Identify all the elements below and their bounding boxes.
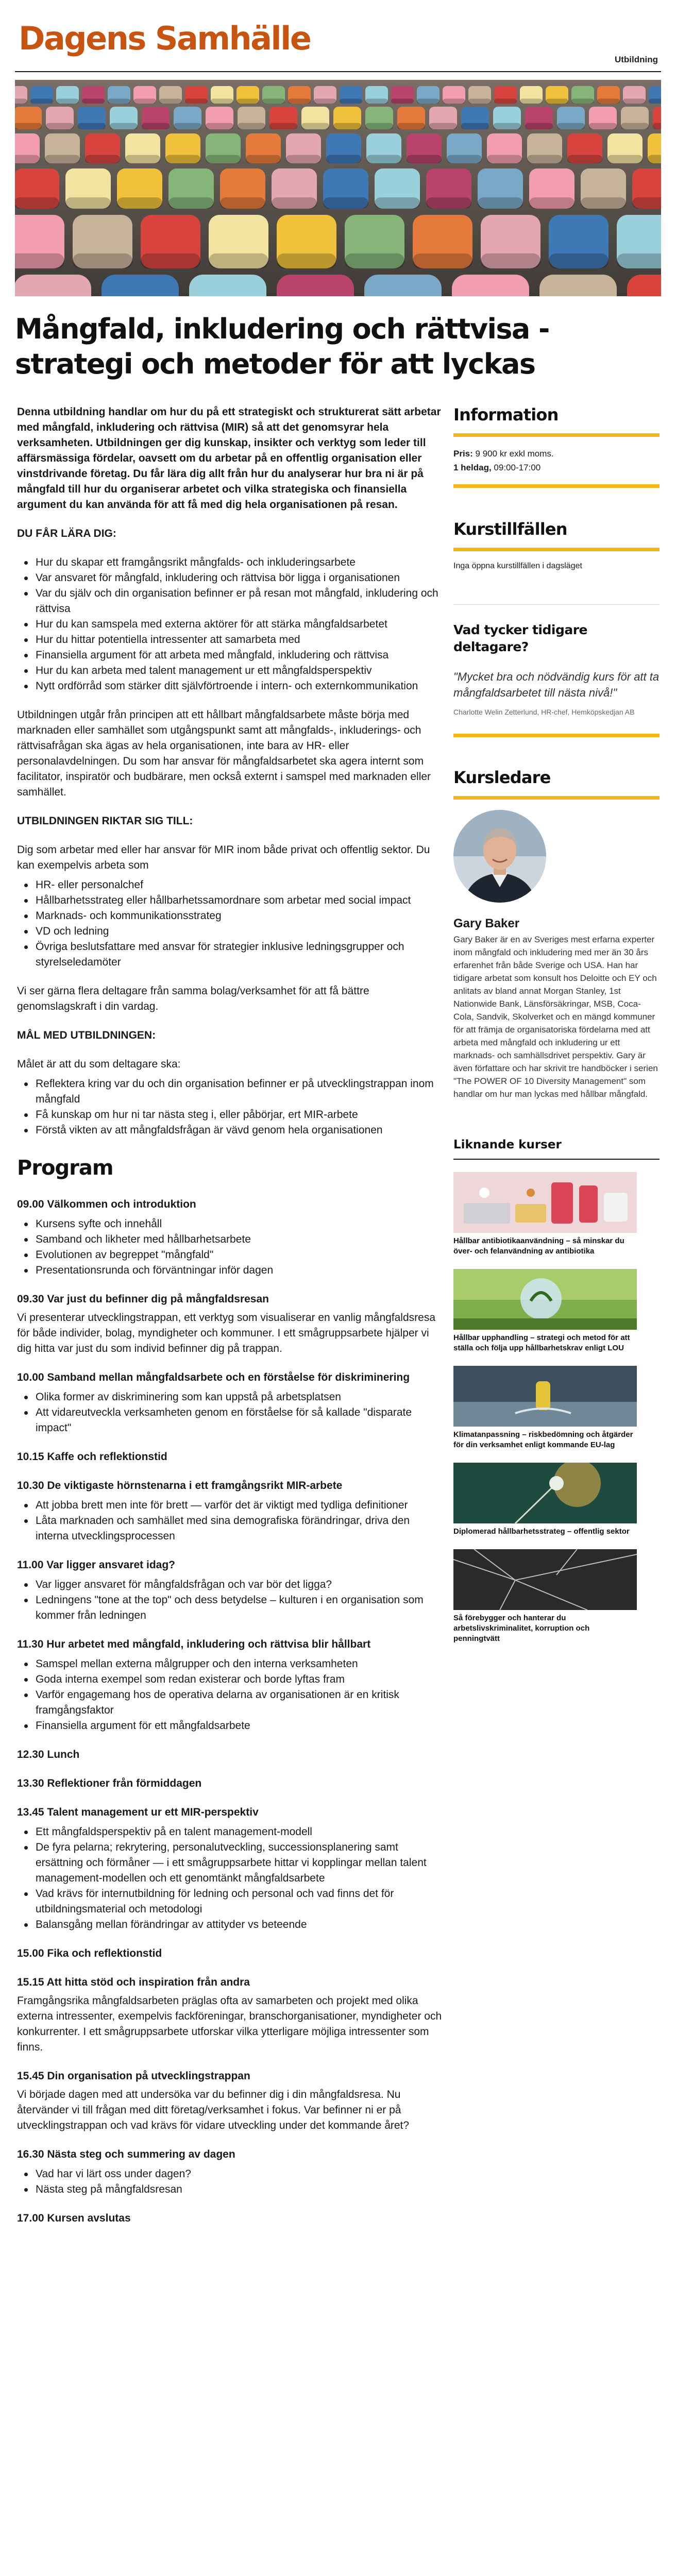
program-time: 13.30 Reflektioner från förmiddagen <box>17 1777 202 1789</box>
program-time: 11.00 Var ligger ansvaret idag? <box>17 1559 175 1571</box>
seat-shadow <box>597 98 620 104</box>
seat-shape <box>539 275 617 296</box>
list-item: Presentationsrunda och förväntningar inför dagen <box>17 1263 445 1278</box>
seat-shadow <box>617 253 661 268</box>
seat-shadow <box>417 98 440 104</box>
cracked-glass-icon <box>453 1549 637 1610</box>
program-time: 13.45 Talent management ur ett MIR-perspektiv <box>17 1806 259 1818</box>
seat-shadow <box>15 253 64 268</box>
list-item: Samband och likheter med hållbarhetsarbete <box>17 1232 445 1247</box>
divider <box>453 484 660 488</box>
seat-shadow <box>621 123 649 129</box>
globe-plant-icon <box>453 1269 637 1330</box>
course-title: Mångfald, inkludering och rättvisa - strategi och metoder för att lyckas <box>15 313 549 380</box>
leader-name: Gary Baker <box>453 917 520 930</box>
seat-shadow <box>206 123 233 129</box>
seat-shadow <box>78 123 106 129</box>
seat-shadow <box>220 197 265 209</box>
list-item: Goda interna exempel som redan existerar och borde lyftas fram <box>17 1672 445 1687</box>
seat-shadow <box>648 155 661 163</box>
learn-heading: DU FÅR LÄRA DIG: <box>17 528 116 539</box>
seat-shape <box>364 275 442 296</box>
seat-shadow <box>571 98 594 104</box>
learn-list <box>17 555 445 694</box>
body-paragraph: Utbildningen utgår från principen att ett hållbart mångfaldsarbete måste börja med marknaden eller samhället som utgångspunkt samt att mångfalds-, inkluderings- och rättvisafrågan ska ägas av hela organisationen, inte bara av HR- eller personalavdelningen. Du som har ansvar för mångfaldsarbetet ska agera internt som facilitator, inspiratör och budbärare, men också externt i samspel med marknaden eller samhället. <box>17 709 431 798</box>
similar-heading: Liknande kurser <box>453 1139 660 1160</box>
hero-image <box>15 80 661 296</box>
dandelion-icon <box>453 1463 637 1523</box>
seat-shadow <box>277 253 336 268</box>
program-time: 17.00 Kursen avslutas <box>17 2212 131 2224</box>
course-image <box>453 1269 637 1330</box>
program-bullets <box>17 1577 445 1623</box>
auditorium-seats-image <box>15 80 661 296</box>
seat-shadow <box>125 155 160 163</box>
program-text: Framgångsrika mångfaldsarbeten präglas ofta av samarbeten och projekt med olika externa intressenter, exempelvis fackföreningar, branschorganisationer, myndigheter och konkurrenter. I ett smågruppsarbete utforskar vilka ytterligare möjliga intressenter som finns. <box>17 1995 442 2053</box>
seat-shadow <box>133 98 156 104</box>
list-item: Marknads- och kommunikationsstrateg <box>17 908 445 924</box>
seat-shadow <box>30 98 53 104</box>
seat-shadow <box>238 123 265 129</box>
list-item: Ledningens "tone at the top" och dess betydelse – kulturen i en organisation som kommer från ledningen <box>17 1592 445 1623</box>
seat-shadow <box>333 123 361 129</box>
program-time: 15.45 Din organisation på utvecklingstrappan <box>17 2070 250 2082</box>
dates-empty: Inga öppna kurstillfällen i dagsläget <box>453 562 582 570</box>
program-text: Vi började dagen med att undersöka var du befinner dig i din mångfaldsresa. Nu återvänder vi till frågan med ditt företag/verksamhet i fokus. Var befinner ni er på utvecklingstrappan och vad krävs för vidare utveckling under det kommande året? <box>17 2089 410 2131</box>
similar-course-title: Hållbar antibiotikaanvändning – så minskar du över- och felanvändning av antibiotika <box>453 1236 624 1256</box>
program-time: 09.30 Var just du befinner dig på mångfaldsresan <box>17 1293 269 1305</box>
seat-shadow <box>366 155 401 163</box>
seat-shadow <box>15 98 27 104</box>
list-item: Förstå vikten av att mångfaldsfrågan är vävd genom hela organisationen <box>17 1123 445 1138</box>
list-item: Nästa steg på mångfaldsresan <box>17 2182 445 2197</box>
list-item: Var ligger ansvaret för mångfaldsfrågan och var bör det ligga? <box>17 1577 445 1592</box>
pills-icon <box>453 1172 637 1233</box>
duration-value: 09:00-17:00 <box>494 463 541 472</box>
flood-icon <box>453 1366 637 1427</box>
seat-shadow <box>529 197 574 209</box>
list-item: VD och ledning <box>17 924 445 939</box>
program-item <box>17 1449 445 1465</box>
brand-sub: Utbildning <box>614 55 658 64</box>
program-item <box>17 1946 445 1961</box>
list-item: Var du själv och din organisation befinner er på resan mot mångfald, inkludering och rättvisa <box>17 586 445 617</box>
target-section <box>17 814 445 970</box>
seat-shadow <box>142 123 170 129</box>
seat-shadow <box>323 197 368 209</box>
seat-shadow <box>15 155 40 163</box>
goal-list <box>17 1076 445 1138</box>
list-item: Evolutionen av begreppet "mångfald" <box>17 1247 445 1263</box>
seat-shape <box>627 275 661 296</box>
goal-lead: Målet är att du som deltagare ska: <box>17 1058 181 1070</box>
list-item: Balansgång mellan förändringar av attityder vs beteende <box>17 1917 445 1933</box>
list-item: Att vidareutveckla verksamheten genom en förståelse för så kallade "disparate impact" <box>17 1405 445 1436</box>
course-image <box>453 1463 637 1523</box>
list-item: HR- eller personalchef <box>17 877 445 893</box>
avatar <box>453 810 546 903</box>
program-time: 16.30 Nästa steg och summering av dagen <box>17 2148 235 2160</box>
testimonial-quote: "Mycket bra och nödvändig kurs för att ta mångfaldsarbetet till nästa nivå!" <box>453 670 660 699</box>
seat-shadow <box>653 123 661 129</box>
program-item <box>17 2211 445 2226</box>
list-item: Få kunskap om hur ni tar nästa steg i, eller påbörjar, ert MIR-arbete <box>17 1107 445 1123</box>
leader-bio: Gary Baker är en av Sveriges mest erfarna experter inom mångfald och inkludering med mer än 30 års erfarenhet från både Sverige och USA. Han har tidigare arbetat som konsult hos Deloitte och EY och anlitats av bland annat Morgan Stanley, 1st Nationwide Bank, Länsförsäkringar, MSB, Coca-Cola, Sandvik, Skolverket och en mängd kommuner för att främja de organisatoriska fördelarna med att arbeta med mångfald och inkludering ur ett marknads- och samhällsdrivet perspektiv. Gary är även författare och har skrivit tre handböcker i serien "The POWER OF 10 Diversity Management" som handlar om hur man lyckas med hållbar mångfald. <box>453 935 658 1099</box>
similar-course-title: Klimatanpassning – riskbedömning och åtgärder för din verksamhet enligt kommande EU-lag <box>453 1430 633 1449</box>
seat-shadow <box>549 253 609 268</box>
site-logo[interactable] <box>19 20 311 58</box>
seat-shadow <box>269 123 297 129</box>
seat-shadow <box>286 155 321 163</box>
seat-shadow <box>15 123 42 129</box>
seat-shadow <box>236 98 259 104</box>
list-item: Att jobba brett men inte för brett — varför det är viktigt med tydliga definitioner <box>17 1498 445 1513</box>
seat-shadow <box>478 197 523 209</box>
list-item: Hur du hittar potentiella intressenter att samarbeta med <box>17 632 445 648</box>
seat-shadow <box>288 98 311 104</box>
seat-shadow <box>211 98 233 104</box>
program-item <box>17 1197 445 1278</box>
feedback-heading: Vad tycker tidigare deltagare? <box>453 622 587 654</box>
seat-shadow <box>168 197 214 209</box>
program-item <box>17 1805 445 1933</box>
price-row <box>453 447 660 460</box>
list-item: Finansiella argument för att arbeta med mångfald, inkludering och rättvisa <box>17 648 445 663</box>
list-item: Kursens syfte och innehåll <box>17 1216 445 1232</box>
seat-shadow <box>397 123 425 129</box>
price-value: 9 900 kr exkl moms. <box>475 449 554 459</box>
info-heading: Information <box>453 404 660 437</box>
seat-shadow <box>110 123 138 129</box>
target-list <box>17 877 445 970</box>
list-item: Låta marknaden och samhället med sina demografiska förändringar, driva den interna utvecklingsprocessen <box>17 1513 445 1544</box>
list-item: Hur du skapar ett framgångsrikt mångfalds- och inkluderingsarbete <box>17 555 445 570</box>
seat-shadow <box>45 155 80 163</box>
list-item: De fyra pelarna; rekrytering, personalutveckling, successionsplanering samt ersättning och förmåner — i ett smågruppsarbete hittar vi kopplingar mellan talent management-modellen och ett genomtänkt mångfaldsarbete <box>17 1840 445 1886</box>
similar-course-card[interactable] <box>453 1549 637 1644</box>
seat-shadow <box>443 98 465 104</box>
duration-row <box>453 461 660 474</box>
list-item: Övriga beslutsfattare med ansvar för strategier inklusive ledningsgrupper och styrelseledamöter <box>17 939 445 970</box>
seat-shadow <box>487 155 522 163</box>
program-time: 10.00 Samband mellan mångfaldsarbete och en förståelse för diskriminering <box>17 1371 410 1383</box>
course-image <box>453 1549 637 1610</box>
seat-shape <box>277 275 354 296</box>
program-time: 15.15 Att hitta stöd och inspiration från andra <box>17 1976 250 1988</box>
site-header <box>15 14 661 72</box>
seat-shadow <box>468 98 491 104</box>
similar-course-title: Så förebygger och hanterar du arbetslivskriminalitet, korruption och penningtvätt <box>453 1614 590 1643</box>
goal-heading: MÅL MED UTBILDNINGEN: <box>17 1029 156 1041</box>
seat-shadow <box>141 253 200 268</box>
seat-shadow <box>391 98 414 104</box>
intro-text: Denna utbildning handlar om hur du på ett strategiskt och strukturerat sätt arbetar med mångfald, inkludering och rättvisa (MIR) så att det genomsyrar hela verksamheten. Utbildningen ger dig kunskap, insikter och verktyg som leder till affärsmässiga fördelar, oavsett om du arbetar på en offentlig organisation eller vinstdrivande företag. Du får lära dig allt från hur du analyserar hur bra ni är på mångfald till hur du organiserar arbetet och vilka strategiska och finansiella argument du kan använda för att få med dig hela organisationen på resan. <box>17 406 441 511</box>
seat-shadow <box>340 98 362 104</box>
program-bullets <box>17 1216 445 1278</box>
leader-heading: Kursledare <box>453 767 660 800</box>
divider <box>453 734 660 737</box>
seat-shadow <box>85 155 120 163</box>
body-paragraph: Vi ser gärna flera deltagare från samma bolag/verksamhet för att få bättre genomslagskraft i din vardag. <box>17 985 369 1012</box>
list-item: Olika former av diskriminering som kan uppstå på arbetsplatsen <box>17 1389 445 1405</box>
seat-shadow <box>649 98 661 104</box>
list-item: Hur du kan arbeta med talent management ur ett mångfaldsperspektiv <box>17 663 445 679</box>
dates-heading: Kurstillfällen <box>453 519 660 551</box>
seat-shadow <box>165 155 200 163</box>
seat-shadow <box>546 98 568 104</box>
similar-course-title: Diplomerad hållbarhetsstrateg – offentlig sektor <box>453 1527 630 1536</box>
sidebar <box>453 404 660 1644</box>
program-bullets <box>17 1824 445 1933</box>
seat-shadow <box>314 98 336 104</box>
program-bullets <box>17 1389 445 1436</box>
person-photo-icon <box>453 810 546 903</box>
seat-shadow <box>15 197 59 209</box>
seat-shadow <box>407 155 442 163</box>
seat-shadow <box>589 123 617 129</box>
seat-shadow <box>607 155 643 163</box>
goal-section <box>17 1028 445 1138</box>
program-time: 10.30 De viktigaste hörnstenarna i ett framgångsrikt MIR-arbete <box>17 1480 343 1492</box>
similar-courses <box>453 1139 660 1644</box>
testimonial-author: Charlotte Welin Zetterlund, HR-chef, Hemköpskedjan AB <box>453 708 635 716</box>
learn-section <box>17 526 445 694</box>
seat-shadow <box>185 98 208 104</box>
seat-shadow <box>365 123 393 129</box>
list-item: Varför engagemang hos de operativa delarna av organisationen är en kritisk framgångsfaktor <box>17 1687 445 1718</box>
seat-shadow <box>272 197 317 209</box>
seat-shadow <box>46 123 74 129</box>
program-list <box>17 1197 445 2226</box>
seat-shadow <box>525 123 553 129</box>
similar-course-card[interactable] <box>453 1366 637 1450</box>
seat-shadow <box>481 253 540 268</box>
seat-shadow <box>82 98 105 104</box>
seat-shadow <box>557 123 585 129</box>
target-heading: UTBILDNINGEN RIKTAR SIG TILL: <box>17 815 193 827</box>
list-item: Hur du kan samspela med externa aktörer för att stärka mångfaldsarbetet <box>17 617 445 632</box>
program-bullets <box>17 2166 445 2197</box>
similar-course-card[interactable] <box>453 1172 637 1257</box>
price-label: Pris: <box>453 449 473 459</box>
seat-shape <box>102 275 179 296</box>
seat-shadow <box>567 155 602 163</box>
seat-shadow <box>262 98 285 104</box>
program-text: Vi presenterar utvecklingstrappan, ett verktyg som visualiserar en vanlig mångfaldsresa för både individer, bolag, myndigheter och kommuner. I ett smågruppsarbete hjälper vi dig hitta var just du som individ befinner dig på trappan. <box>17 1312 436 1354</box>
seat-shadow <box>326 155 361 163</box>
seat-shadow <box>73 253 132 268</box>
seat-shadow <box>527 155 562 163</box>
seat-shadow <box>632 197 661 209</box>
seat-shadow <box>623 98 646 104</box>
seat-shadow <box>56 98 79 104</box>
seat-shadow <box>365 98 388 104</box>
brand-name: Dagens Samhälle <box>19 20 311 57</box>
seat-shadow <box>493 123 521 129</box>
list-item: Ett mångfaldsperspektiv på en talent management-modell <box>17 1824 445 1840</box>
seat-shadow <box>413 253 472 268</box>
program-item <box>17 1975 445 2055</box>
main-content <box>17 404 445 2240</box>
similar-course-title: Hållbar upphandling – strategi och metod för att ställa och följa upp hållbarhetskrav enligt LOU <box>453 1333 630 1352</box>
seat-shadow <box>447 155 482 163</box>
seat-shape <box>189 275 266 296</box>
seat-shadow <box>108 98 130 104</box>
program-bullets <box>17 1656 445 1734</box>
seat-shadow <box>429 123 457 129</box>
feedback-section <box>453 604 660 737</box>
seat-shadow <box>345 253 404 268</box>
program-heading: Program <box>17 1156 113 1180</box>
program-time: 11.30 Hur arbetet med mångfald, inkludering och rättvisa blir hållbart <box>17 1638 371 1650</box>
list-item: Var ansvaret för mångfald, inkludering och rättvisa bör ligga i organisationen <box>17 570 445 586</box>
seat-shadow <box>246 155 281 163</box>
list-item: Finansiella argument för ett mångfaldsarbete <box>17 1718 445 1734</box>
program-item <box>17 1776 445 1791</box>
program-item <box>17 1557 445 1623</box>
program-item <box>17 1747 445 1762</box>
seat-shadow <box>426 197 471 209</box>
program-item <box>17 2069 445 2133</box>
seat-shadow <box>206 155 241 163</box>
program-item <box>17 1478 445 1544</box>
seat-shadow <box>159 98 182 104</box>
program-bullets <box>17 1498 445 1544</box>
course-image <box>453 1366 637 1427</box>
seat-shadow <box>520 98 543 104</box>
similar-course-card[interactable] <box>453 1269 637 1353</box>
seat-shadow <box>65 197 111 209</box>
program-item <box>17 2147 445 2197</box>
duration-label: 1 heldag, <box>453 463 492 472</box>
seat-shadow <box>494 98 517 104</box>
program-time: 10.15 Kaffe och reflektionstid <box>17 1451 167 1463</box>
program-item <box>17 1370 445 1436</box>
seat-shadow <box>301 123 329 129</box>
similar-course-card[interactable] <box>453 1463 637 1537</box>
list-item: Hållbarhetsstrateg eller hållbarhetssamordnare som arbetar med social impact <box>17 893 445 908</box>
list-item: Reflektera kring var du och din organisation befinner er på utvecklingstrappan inom mångfald <box>17 1076 445 1107</box>
seat-shape <box>452 275 529 296</box>
list-item: Samspel mellan externa målgrupper och den interna verksamheten <box>17 1656 445 1672</box>
seat-shadow <box>375 197 420 209</box>
list-item: Vad krävs för internutbildning för ledning och personal och vad finns det för utbildningsmaterial och metodologi <box>17 1886 445 1917</box>
target-lead: Dig som arbetar med eller har ansvar för MIR inom både privat och offentlig sektor. Du kan exempelvis arbeta som <box>17 844 430 871</box>
list-item: Nytt ordförråd som stärker ditt självförtroende i intern- och externkommunikation <box>17 679 445 694</box>
seat-shadow <box>209 253 268 268</box>
seat-shadow <box>174 123 201 129</box>
seat-shadow <box>117 197 162 209</box>
seat-shadow <box>581 197 626 209</box>
program-item <box>17 1637 445 1734</box>
program-time: 12.30 Lunch <box>17 1749 80 1760</box>
program-item <box>17 1292 445 1357</box>
seat-shadow <box>461 123 489 129</box>
seat-shape <box>15 275 91 296</box>
program-time: 09.00 Välkommen och introduktion <box>17 1198 196 1210</box>
course-image <box>453 1172 637 1233</box>
program-time: 15.00 Fika och reflektionstid <box>17 1947 162 1959</box>
list-item: Vad har vi lärt oss under dagen? <box>17 2166 445 2182</box>
